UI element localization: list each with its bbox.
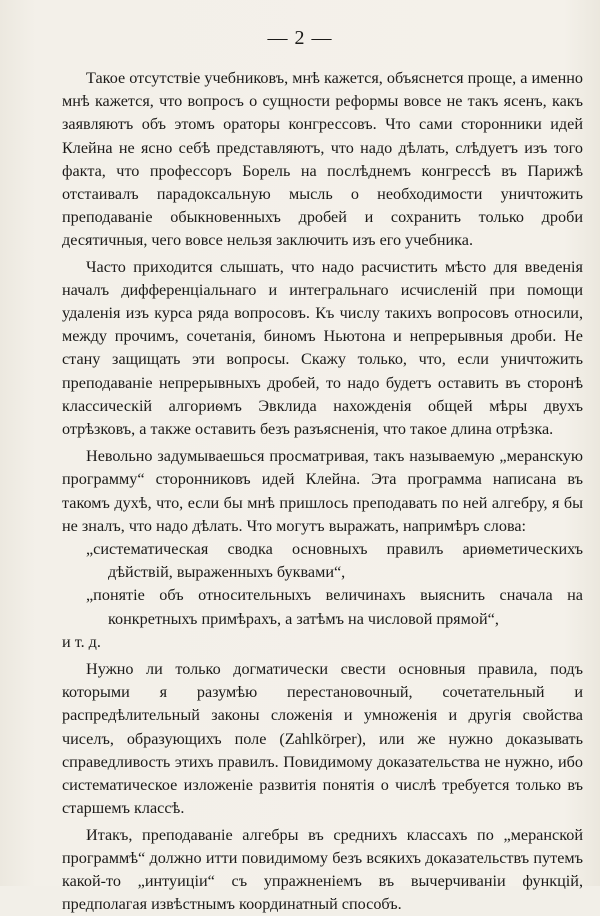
paragraph-clearing-space: Часто приходится слышать, что надо расчистить мѣсто для введенія началъ дифференціальнаго и интегральнаго исчисленій при помощи удаленія изъ курса ряда вопросовъ. Къ числу такихъ вопросовъ относили, между прочимъ, сочетанія, биномъ Ньютона и непрерывныя дроби. Не стану защищать эти вопросы. Скажу только, что, если уничтожить преподаваніе непрерывныхъ дробей, то надо будетъ оставить въ сторонѣ классическій алгориѳмъ Эвклида нахожденія общей мѣры двухъ отрѣзковъ, а также оставить безъ разъясненія, что такое длина отрѣзка. xyxy=(62,256,583,442)
page-body xyxy=(62,67,583,916)
paragraph-etc: и т. д. xyxy=(62,631,583,654)
quote-relative-quantities: „понятіе объ относительныхъ величинахъ выяснить сначала на конкретныхъ примѣрахъ, а затѣмъ на числовой прямой“, xyxy=(62,584,583,630)
paragraph-textbooks: Такое отсутствіе учебниковъ, мнѣ кажется, объяснется проще, а именно мнѣ кажется, что вопросъ о сущности реформы вовсе не такъ ясенъ, какъ заявляютъ объ этомъ ораторы конгрессовъ. Что сами сторонники идей Клейна не ясно себѣ представляютъ, что надо дѣлать, слѣдуетъ изъ того факта, что профессоръ Борель на послѣднемъ конгрессѣ въ Парижѣ отстаивалъ парадоксальную мысль о необходимости уничтожить преподаваніе обыкновенныхъ дробей и сохранить только дроби десятичныя, чего вовсе нельзя заключить изъ его учебника. xyxy=(62,67,583,253)
quote-systematic-summary: „систематическая сводка основныхъ правилъ ариѳметическихъ дѣйствій, выраженныхъ буквами“, xyxy=(62,538,583,584)
paragraph-dogmatic-rules: Нужно ли только догматически свести основныя правила, подъ которыми я разумѣю перестановочный, сочетательный и распредѣлительный законы сложенія и умноженія и другія свойства чиселъ, образующихъ поле (Zahlkörper), или же нужно доказывать справедливость этихъ правилъ. Повидимому доказательства не нужно, ибо систематическое изложеніе развитія понятія о числѣ требуется только въ старшемъ классѣ. xyxy=(62,658,583,820)
page-number: — 2 — xyxy=(0,27,600,50)
paragraph-meran-program: Невольно задумываешься просматривая, такъ называемую „меранскую программу“ сторонниковъ идей Клейна. Эта программа написана въ такомъ духѣ, что, если бы мнѣ пришлось преподавать по ней алгебру, я бы не зналъ, что надо дѣлать. Что могутъ выражать, напримѣръ слова: xyxy=(62,445,583,538)
paragraph-conclusion: Итакъ, преподаваніе алгебры въ среднихъ классахъ по „меранской программѣ“ должно итти повидимому безъ всякихъ доказательствъ путемъ какой-то „интуиціи“ съ упражненіемъ въ вычерчиваніи функцій, предполагая извѣстнымъ координатный способъ. xyxy=(62,824,583,916)
